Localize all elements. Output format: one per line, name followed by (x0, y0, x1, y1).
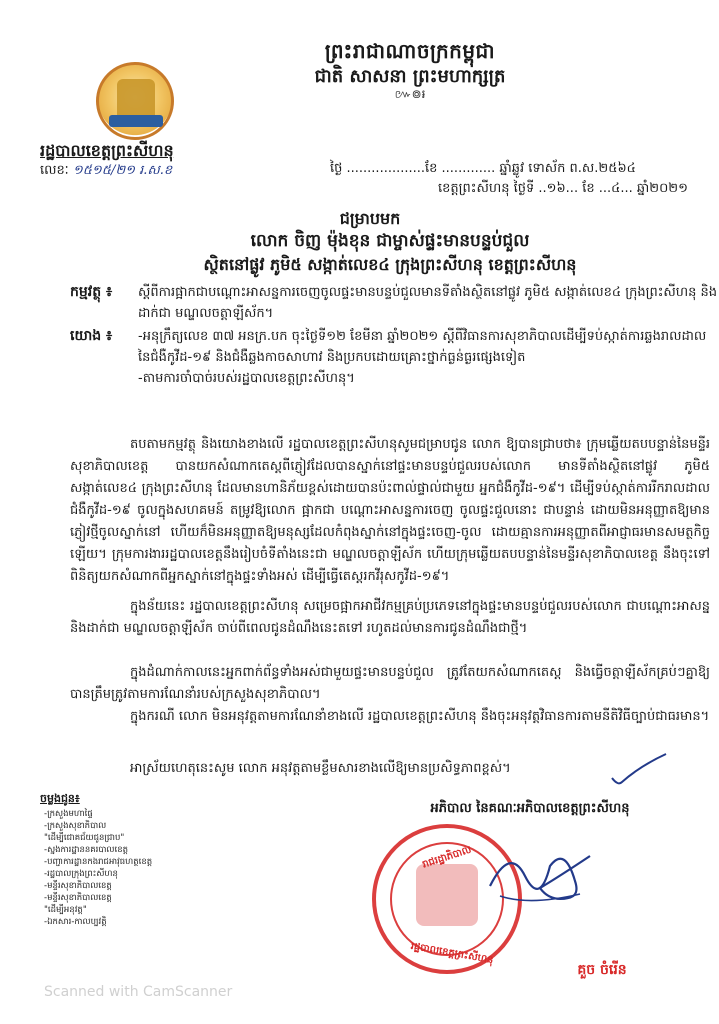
recipient-to-label: ជម្រាបមក (339, 209, 401, 228)
province-logo-icon (96, 62, 174, 140)
reference-label: លេខៈ (40, 163, 69, 178)
seal-top-text: រាជរដ្ឋាភិបាល (421, 844, 473, 871)
issuer-name: រដ្ឋបាលខេត្តព្រះសីហនុ (40, 141, 174, 160)
national-motto: ជាតិ សាសនា ព្រះមហាក្សត្រ (314, 66, 506, 87)
cc-item: "ដើម្បីជោគជ័យជូនជ្រាប" (44, 833, 125, 843)
cc-item: -រដ្ឋបាលក្រុងព្រះសីហនុ (44, 869, 118, 879)
reference-number (40, 162, 260, 181)
signer-name: គួច ចំរើន (577, 962, 627, 978)
reference-section-label: យោង ៖ (70, 328, 113, 344)
recipient-name: លោក ចិញ ម៉ុងខុន ជាម្ចាស់ផ្ទះមានបន្ទប់ជួល (250, 231, 530, 251)
ornament-divider: ៚៙៛ (394, 87, 426, 101)
cc-item: -ក្រសួងមហាផ្ទៃ (44, 809, 93, 819)
cc-title: ចម្លងជូន៖ (40, 792, 80, 805)
solar-date-line: ខេត្តព្រះសីហនុ ថ្ងៃទី ..១៦... ខែ ...៤... ឆ្នាំ២០២១ (438, 181, 688, 196)
closing-paragraph: អាស្រ័យហេតុនេះសូម លោក អនុវត្តតាមខ្លឹមសារខាងលើឱ្យមានប្រសិទ្ធភាពខ្ពស់។ (130, 761, 511, 776)
subject-label: កម្មវត្ថុ ៖ (70, 284, 113, 300)
body-paragraph-4: ក្នុងករណី លោក មិនអនុវត្តតាមការណែនាំខាងលើ រដ្ឋបាលខេត្តព្រះសីហនុ នឹងចុះអនុវត្តវិធានការតាមនីតិវិធីច្បាប់ជាធរមាន។ (130, 709, 710, 724)
body-paragraph-3: ក្នុងដំណាក់កាលនេះអ្នកពាក់ព័ន្ធទាំងអស់ជាមួយផ្ទះមានបន្ទប់ជួល ត្រូវតែយកសំណាកតេស្ត និងធ្វើចត្តាឡីស័កគ្រប់ៗគ្នាឱ្យបានត្រឹមត្រូវតាមការណែនាំរបស់ក្រសួងសុខាភិបាល។ (70, 665, 710, 702)
reference-item-decree: -អនុក្រឹត្យលេខ ៣៧ អនក្រ.បក ចុះថ្ងៃទី១២ ខែមីនា ឆ្នាំ២០២១ ស្តីពីវិធានការសុខាភិបាលដើម្បីទប់ស្កាត់ការឆ្លងរាលដាលនៃជំងឺកូវីដ-១៩ និងជំងឺឆ្លងកាចសាហាវ និងប្រកបដោយគ្រោះថ្នាក់ធ្ងន់ធ្ងរផ្សេងទៀត (138, 329, 707, 365)
cc-item: -ក្រសួងសុខាភិបាល (44, 821, 107, 831)
cc-item: -មន្ទីរសុខាភិបាលខេត្ត (44, 881, 112, 891)
seal-bottom-text: រដ្ឋបាលខេត្តព្រះសីហនុ (409, 940, 495, 967)
cc-item: -បញ្ជាការដ្ឋានកងរាជអាវុធហត្ថខេត្ត (44, 857, 153, 867)
cc-item: -មន្ទីរសុខាភិបាលខេត្ត (44, 893, 112, 903)
cc-item: -ឯកសារ-កាលប្បវត្តិ (44, 917, 107, 927)
scan-watermark: Scanned with CamScanner (44, 984, 233, 1000)
recipient-address: ស្ថិតនៅផ្លូវ ភូមិ៥ សង្កាត់លេខ៤ ក្រុងព្រះសីហនុ ខេត្តព្រះសីហនុ (203, 255, 577, 274)
cc-list (44, 808, 244, 928)
reference-item-necessity: -តាមការចាំបាច់របស់រដ្ឋបាលខេត្តព្រះសីហនុ។ (138, 371, 355, 386)
kingdom-title: ព្រះរាជាណាចក្រកម្ពុជា (324, 39, 496, 63)
cc-item: "ដើម្បីអនុវត្ត" (44, 905, 87, 915)
handwritten-signature-icon (480, 836, 600, 916)
body-paragraph-1: តបតាមកម្មវត្ថុ និងយោងខាងលើ រដ្ឋបាលខេត្តព្រះសីហនុសូមជម្រាបជូន លោក ឱ្យបានជ្រាបថា៖ ក្រុមឆ្លើយតបបន្ទាន់នៃមន្ទីរសុខាភិបាលខេត្ត បានយកសំណាកតេស្តពីភ្ញៀវដែលបានស្នាក់នៅផ្ទះមានបន្ទប់ជួលរបស់លោក មានទីតាំងស្ថិតនៅផ្លូវ ភូមិ៥ សង្កាត់លេខ៤ ក្រុងព្រះសីហនុ ដែលមានហានិភ័យខ្ពស់ដោយបានប៉ះពាល់ផ្ទាល់ជាមួយ អ្នកជំងឺកូវីដ-១៩។ ដើម្បីទប់ស្កាត់ការរីករាលដាលជំងឺកូវីដ-១៩ ចូលក្នុងសហគមន៍ តម្រូវឱ្យលោក ផ្អាកជា បណ្តោះអាសន្នការចេញ ចូលផ្ទះជួលនោះ ជាបន្ទាន់ ដោយមិនអនុញ្ញាតឱ្យមានភ្ញៀវថ្មីចូលស្នាក់នៅ ហើយក៏មិនអនុញ្ញាតឱ្យមនុស្សដែលកំពុងស្នាក់នៅក្នុងផ្ទះចេញ-ចូល ដោយគ្មានការអនុញ្ញាតពីអាជ្ញាធរមានសមត្ថកិច្ចឡើយ។ ក្រុមការងាររដ្ឋបាលខេត្តនឹងរៀបចំទីតាំងនេះជា មណ្ឌលចត្តាឡីស័ក ហើយក្រុមឆ្លើយតបបន្ទាន់នៃមន្ទីរសុខាភិបាលខេត្ត នឹងចុះទៅពិនិត្យយកសំណាកពីអ្នកស្នាក់នៅក្នុងផ្ទះទាំងអស់ ដើម្បីធ្វើតេស្តរកវីរុសកូវីដ-១៩។ (70, 437, 710, 584)
reference-value: ១៥១៥/២១ រ.ស.ខ (72, 163, 173, 178)
lunar-date-line: ថ្ងៃ ...................ខែ ............. ឆ្នាំឆ្លូវ ទោស័ក ព.ស.២៥៦៤ (330, 161, 636, 176)
governor-title: អភិបាល នៃគណៈអភិបាលខេត្តព្រះសីហនុ (430, 801, 630, 816)
body-paragraph-2: ក្នុងន័យនេះ រដ្ឋបាលខេត្តព្រះសីហនុ សម្រេចផ្អាកអាជីវកម្មគ្រប់ប្រភេទនៅក្នុងផ្ទះមានបន្ទប់ជួលរបស់លោក ជាបណ្តោះអាសន្ន និងដាក់ជា មណ្ឌលចត្តាឡីស័ក ចាប់ពីពេលជូនដំណឹងនេះតទៅ រហូតដល់មានការជូនដំណឹងជាថ្មី។ (70, 599, 710, 636)
subject-text: ស្តីពីការផ្អាកជាបណ្តោះអាសន្នការចេញចូលផ្ទះមានបន្ទប់ជួលមានទីតាំងស្ថិតនៅផ្លូវ ភូមិ៥ សង្កាត់លេខ៤ ក្រុងព្រះសីហនុ និងដាក់ជា មណ្ឌលចត្តាឡីស័ក។ (138, 285, 718, 321)
cc-item: -ស្នងការដ្ឋាននគរបាលខេត្ត (44, 845, 128, 855)
reference-section (138, 326, 718, 389)
handwritten-check-icon (610, 752, 670, 792)
